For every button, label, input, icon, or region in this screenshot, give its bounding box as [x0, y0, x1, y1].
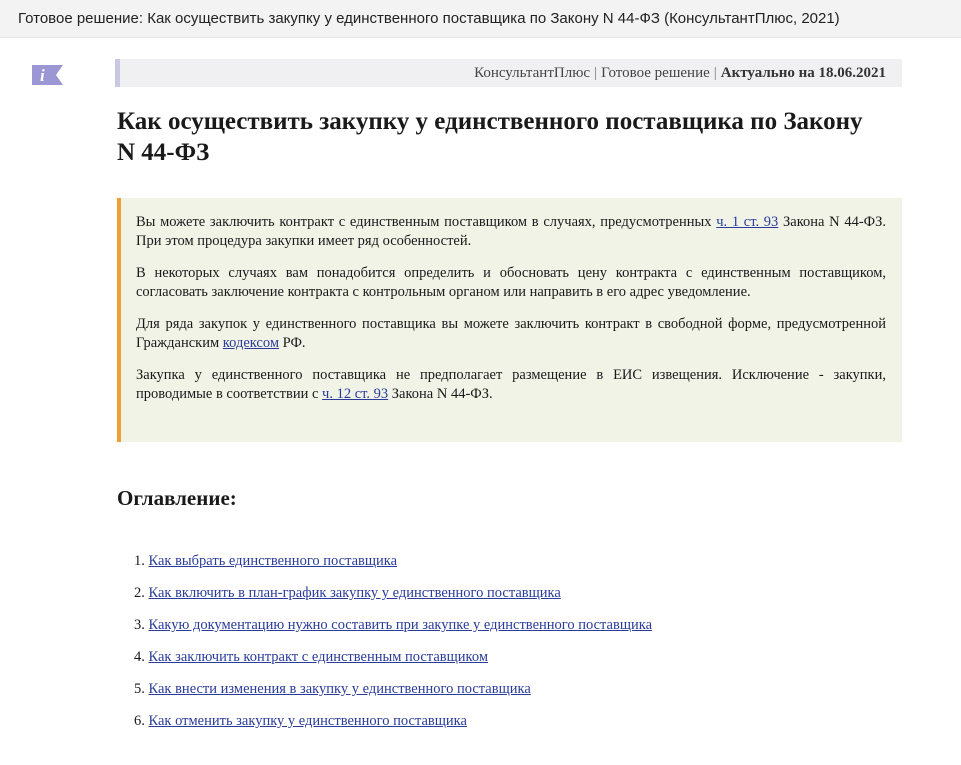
info-icon[interactable]: [30, 63, 65, 87]
toc-link-5[interactable]: Как внести изменения в закупку у единственного поставщика: [148, 681, 531, 697]
summary-paragraph-2: В некоторых случаях вам понадобится определить и обосновать цену контракта с единственным поставщиком, согласовать заключение контракта с контрольным органом или направить в его адрес уведомление.: [136, 265, 886, 300]
toc-item-1: 1. Как выбрать единственного поставщика: [134, 553, 398, 569]
summary-box: [117, 198, 902, 442]
toc-item-6: 6. Как отменить закупку у единственного поставщика: [134, 713, 467, 729]
link-ch12-st93[interactable]: ч. 12 ст. 93: [322, 386, 389, 402]
link-civil-code[interactable]: кодексом: [222, 335, 280, 351]
info-badge-letter: i: [40, 66, 45, 85]
toc-item-4: 4. Как заключить контракт с единственным поставщиком: [134, 649, 488, 665]
toc-link-4[interactable]: Как заключить контракт с единственным поставщиком: [148, 649, 488, 665]
header-separator: |: [713, 65, 717, 81]
summary-paragraph-4: Закупка у единственного поставщика не предполагает размещение в ЕИС извещения. Исключение - закупки, проводимые в соответствии с ч. 12 ст. 93 Закона N 44-ФЗ.: [136, 367, 886, 402]
link-ch1-st93[interactable]: ч. 1 ст. 93: [716, 214, 779, 230]
toc-link-3[interactable]: Какую документацию нужно составить при закупке у единственного поставщика: [148, 617, 653, 633]
doc-header: [115, 59, 902, 87]
doc-source: КонсультантПлюс: [474, 65, 591, 81]
doc-actual-date: Актуально на 18.06.2021: [720, 65, 886, 81]
toc-link-6[interactable]: Как отменить закупку у единственного поставщика: [148, 713, 467, 729]
summary-paragraph-1: Вы можете заключить контракт с единственным поставщиком в случаях, предусмотренных ч. 1 ст. 93 Закона N 44-ФЗ. При этом процедура закупки имеет ряд особенностей.: [136, 214, 886, 249]
summary-paragraph-3: Для ряда закупок у единственного поставщика вы можете заключить контракт в свободной форме, предусмотренной Гражданским кодексом РФ.: [136, 316, 886, 351]
toc-link-2[interactable]: Как включить в план-график закупку у единственного поставщика: [148, 585, 561, 601]
window-title: Готовое решение: Как осуществить закупку у единственного поставщика по Закону N 44-ФЗ (КонсультантПлюс, 2021): [0, 0, 961, 38]
toc-title: Оглавление:: [117, 486, 237, 510]
header-separator: |: [594, 65, 598, 81]
toc-link-1[interactable]: Как выбрать единственного поставщика: [148, 553, 398, 569]
toc-list: [134, 552, 652, 744]
toc-item-5: 5. Как внести изменения в закупку у единственного поставщика: [134, 681, 531, 697]
toc-item-2: 2. Как включить в план-график закупку у единственного поставщика: [134, 585, 561, 601]
toc-item-3: 3. Какую документацию нужно составить при закупке у единственного поставщика: [134, 617, 653, 633]
doc-type: Готовое решение: [601, 65, 710, 81]
page-title: Как осуществить закупку у единственного поставщика по Закону N 44-ФЗ: [117, 108, 863, 166]
